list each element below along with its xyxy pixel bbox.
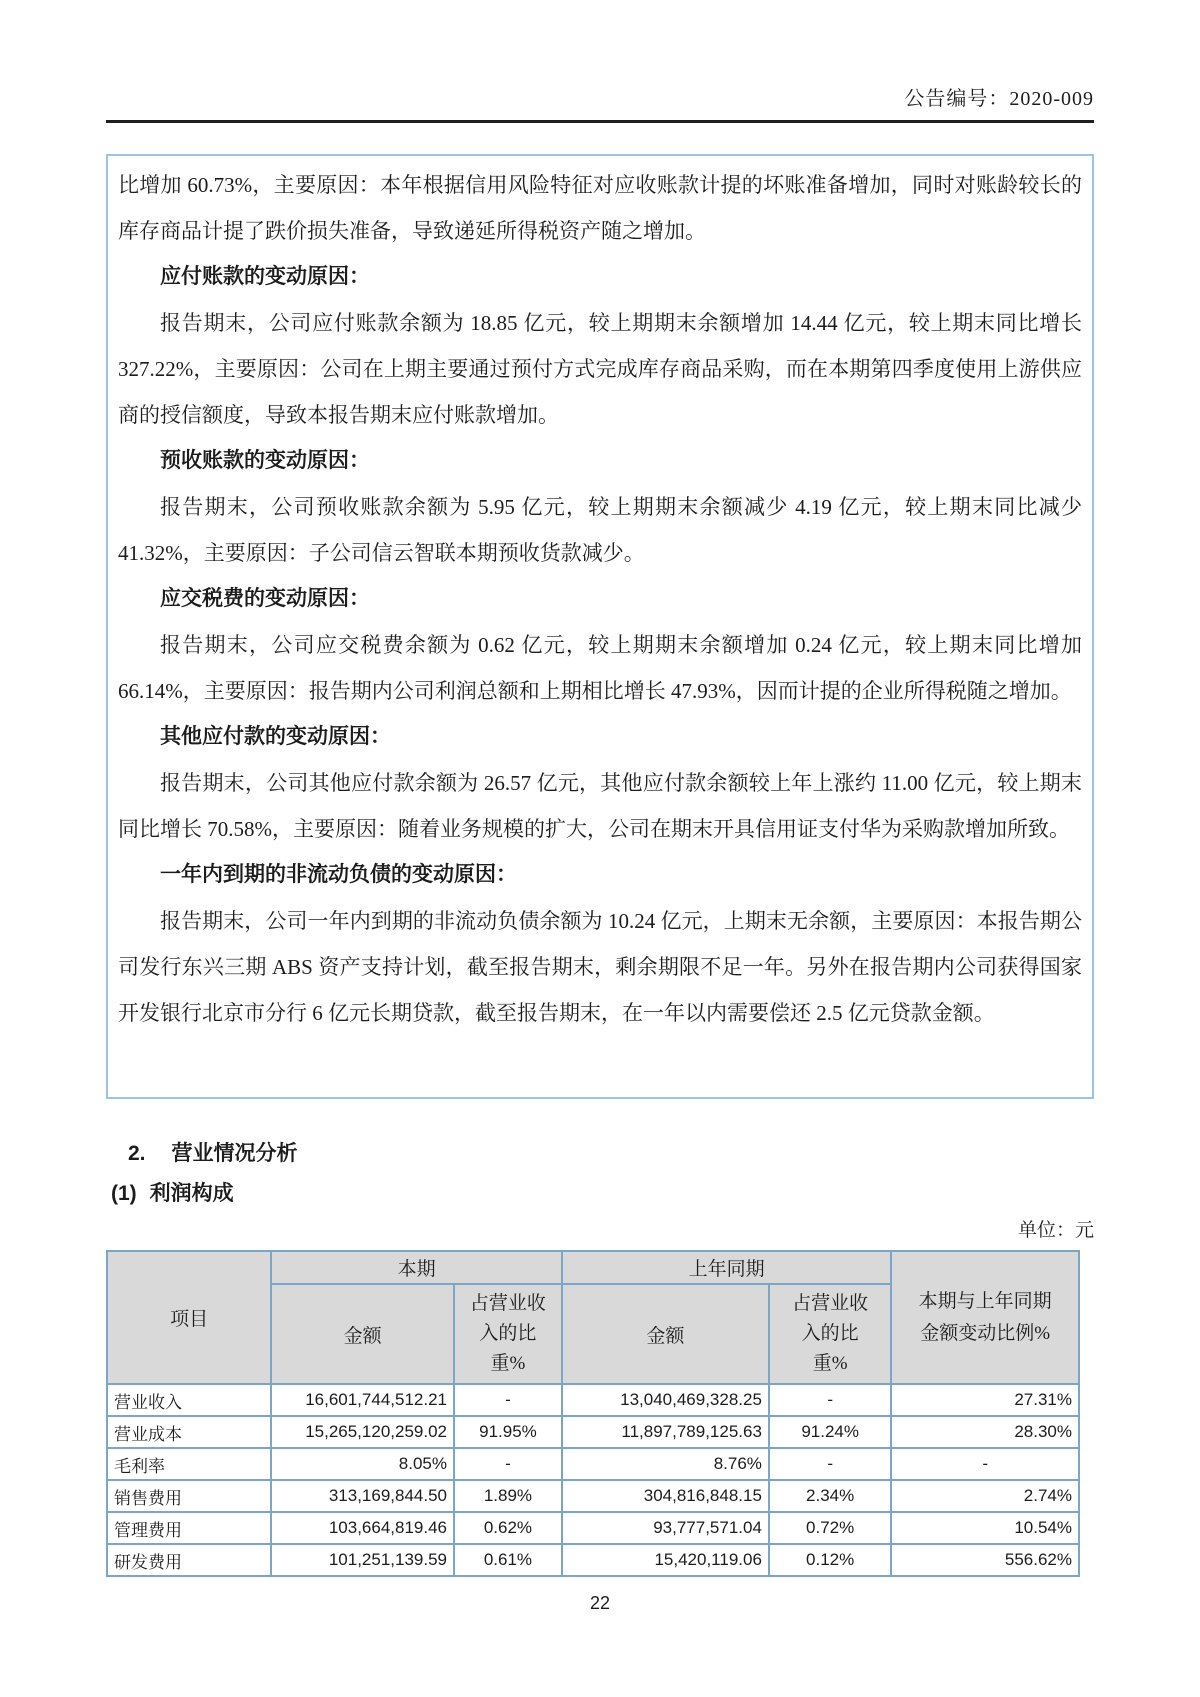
header-change-ratio (891, 1251, 1079, 1384)
cell-current-ratio: - (454, 1448, 562, 1480)
paragraph-taxes-payable: 报告期末，公司应交税费余额为 0.62 亿元，较上期期末余额增加 0.24 亿元，较上期末同比增加 66.14%，主要原因：报告期内公司利润总额和上期相比增长 47.93%，因而计提的企业所得税随之增加。 (118, 633, 1082, 703)
page-content (106, 0, 1094, 1614)
row-label: 研发费用 (107, 1544, 271, 1576)
header-change-ratio-text: 本期与上年同期金额变动比例% (918, 1290, 1052, 1344)
header-prior-ratio (769, 1284, 891, 1384)
cell-prior-amount: 11,897,789,125.63 (562, 1416, 769, 1448)
profit-composition-table (106, 1250, 1080, 1577)
table-row-selling-expense (107, 1480, 1079, 1512)
subsection-number: (1) (111, 1182, 137, 1205)
cell-current-amount: 8.05% (271, 1448, 454, 1480)
heading-other-payables: 其他应付款的变动原因： (160, 725, 391, 748)
header-current-ratio-text: 占营业收入的比重% (469, 1293, 546, 1374)
row-label: 管理费用 (107, 1512, 271, 1544)
heading-advances-received: 预收账款的变动原因： (160, 449, 370, 472)
paragraph-continuation: 比增加 60.73%，主要原因：本年根据信用风险特征对应收账款计提的坏账准备增加，同时对账龄较长的库存商品计提了跌价损失准备，导致递延所得税资产随之增加。 (118, 173, 1082, 243)
cell-current-ratio: 0.62% (454, 1512, 562, 1544)
cell-prior-ratio: - (769, 1384, 891, 1416)
section-title (106, 1137, 1094, 1167)
header-current-period: 本期 (271, 1251, 562, 1284)
heading-noncurrent-liabilities: 一年内到期的非流动负债的变动原因： (160, 863, 517, 886)
cell-current-ratio: - (454, 1384, 562, 1416)
row-label: 销售费用 (107, 1480, 271, 1512)
cell-current-ratio: 1.89% (454, 1480, 562, 1512)
cell-change-ratio: 2.74% (891, 1480, 1079, 1512)
cell-change-ratio: 556.62% (891, 1544, 1079, 1576)
section-title-text: 营业情况分析 (171, 1142, 298, 1165)
table-row-revenue (107, 1384, 1079, 1416)
header-current-ratio (454, 1284, 562, 1384)
cell-prior-amount: 8.76% (562, 1448, 769, 1480)
cell-prior-amount: 93,777,571.04 (562, 1512, 769, 1544)
cell-current-amount: 16,601,744,512.21 (271, 1384, 454, 1416)
table-row-cost (107, 1416, 1079, 1448)
cell-prior-ratio: 2.34% (769, 1480, 891, 1512)
heading-taxes-payable: 应交税费的变动原因： (160, 587, 370, 610)
unit-label: 单位：元 (1017, 1220, 1094, 1241)
header-current-amount: 金额 (271, 1284, 454, 1384)
cell-current-ratio: 0.61% (454, 1544, 562, 1576)
subsection-title-text: 利润构成 (149, 1182, 234, 1205)
cell-change-ratio: - (891, 1448, 1079, 1480)
cell-prior-amount: 304,816,848.15 (562, 1480, 769, 1512)
header-prior-amount: 金额 (562, 1284, 769, 1384)
cell-prior-amount: 15,420,119.06 (562, 1544, 769, 1576)
section-number: 2. (128, 1142, 146, 1165)
cell-current-ratio: 91.95% (454, 1416, 562, 1448)
explanation-text-box (106, 154, 1094, 1099)
header-item: 项目 (107, 1251, 271, 1384)
cell-current-amount: 103,664,819.46 (271, 1512, 454, 1544)
row-label: 营业收入 (107, 1384, 271, 1416)
cell-current-amount: 101,251,139.59 (271, 1544, 454, 1576)
cell-change-ratio: 27.31% (891, 1384, 1079, 1416)
row-label: 营业成本 (107, 1416, 271, 1448)
table-header-row-groups (107, 1251, 1079, 1284)
paragraph-advances-received: 报告期末，公司预收账款余额为 5.95 亿元，较上期期末余额减少 4.19 亿元，较上期末同比减少 41.32%，主要原因：子公司信云智联本期预收货款减少。 (118, 495, 1082, 565)
cell-current-amount: 15,265,120,259.02 (271, 1416, 454, 1448)
row-label: 毛利率 (107, 1448, 271, 1480)
cell-change-ratio: 28.30% (891, 1416, 1079, 1448)
heading-accounts-payable: 应付账款的变动原因： (160, 265, 370, 288)
paragraph-noncurrent-liabilities: 报告期末，公司一年内到期的非流动负债余额为 10.24 亿元，上期末无余额，主要原因：本报告期公司发行东兴三期 ABS 资产支持计划，截至报告期末，剩余期限不足一年。另外在报告期内公司获得国家开发银行北京市分行 6 亿元长期贷款，截至报告期末，在一年以内需要偿还 2.5 亿元贷款金额。 (118, 909, 1082, 1025)
cell-prior-amount: 13,040,469,328.25 (562, 1384, 769, 1416)
cell-current-amount: 313,169,844.50 (271, 1480, 454, 1512)
cell-prior-ratio: 0.12% (769, 1544, 891, 1576)
header-prior-ratio-text: 占营业收入的比重% (792, 1293, 869, 1374)
paragraph-accounts-payable: 报告期末，公司应付账款余额为 18.85 亿元，较上期期末余额增加 14.44 亿元，较上期末同比增长 327.22%，主要原因：公司在上期主要通过预付方式完成库存商品采购，而在本期第四季度使用上游供应商的授信额度，导致本报告期末应付账款增加。 (118, 311, 1082, 427)
page-number: 22 (589, 1593, 611, 1613)
cell-prior-ratio: 0.72% (769, 1512, 891, 1544)
table-row-gross-margin (107, 1448, 1079, 1480)
table-row-admin-expense (107, 1512, 1079, 1544)
paragraph-other-payables: 报告期末，公司其他应付款余额为 26.57 亿元，其他应付款余额较上年上涨约 11.00 亿元，较上期末同比增长 70.58%，主要原因：随着业务规模的扩大，公司在期末开具信用证支付华为采购款增加所致。 (118, 771, 1082, 841)
cell-prior-ratio: 91.24% (769, 1416, 891, 1448)
cell-change-ratio: 10.54% (891, 1512, 1079, 1544)
announcement-number: 公告编号：2020-009 (904, 88, 1094, 110)
table-row-rd-expense (107, 1544, 1079, 1576)
header-rule (106, 120, 1094, 123)
header-prior-period: 上年同期 (562, 1251, 892, 1284)
cell-prior-ratio: - (769, 1448, 891, 1480)
subsection-title (106, 1177, 1094, 1207)
